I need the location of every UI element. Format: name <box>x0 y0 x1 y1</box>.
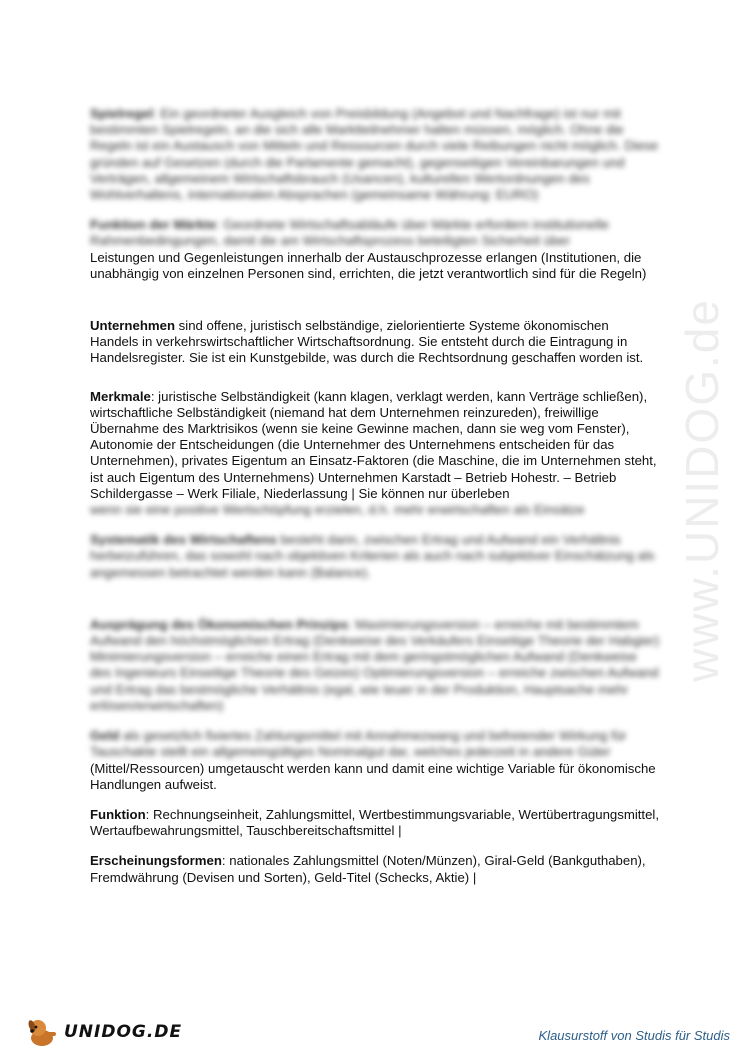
paragraph-text: : juristische Selbständigkeit (kann klagen, verklagt werden, kann Verträge schließen), wirtschaftliche Selbständigkeit (niemand hat dem Unternehmen reinzureden), freiwillige Übernahme des Marktrisikos (wenn sie keine Gewinne machen, dann sie weg vom Fenster), Autonomie der Entscheidungen (die Unternehmer des Unternehmens entscheiden für das Unternehmen), privates Eigentum an Einsatz-Faktoren (die Maschine, die im Unternehmen steht, ist auch Eigentum des Unternehmens) Unternehmen Karstadt – Betrieb Hohestr. – Betrieb Schildergasse – Werk Filiale, Niederlassung | Sie können nur überleben <box>90 388 657 501</box>
paragraph-blurred-text: : Geordnete Wirtschaftsabläufe über Märkte erfordern institutionelle Rahmenbedingungen, damit die am Wirtschaftsprozess beteiligten Sicherheit über <box>90 217 609 249</box>
paragraph-text: sind offene, juristisch selbständige, zielorientierte Systeme ökonomischen Handels in verkehrswirtschaftlicher Wirtschaftsordnung. Sie entsteht durch die Eintragung in Handelsregister. Sie ist ein Kunstgebilde, was durch die Rechtsordnung geschaffen worden ist. <box>90 318 644 366</box>
watermark <box>672 250 732 730</box>
paragraph-merkmale <box>90 389 660 519</box>
paragraph-text: : nationales Zahlungsmittel (Noten/Münzen), Giral-Geld (Bankguthaben), Fremdwährung (Devisen und Sorten), Geld-Titel (Schecks, Aktie) | <box>90 853 646 885</box>
dog-mascot-icon <box>24 1016 60 1048</box>
paragraph-heading: Merkmale <box>90 388 151 404</box>
paragraph-text: (Mittel/Ressourcen) umgetauscht werden kann und damit eine wichtige Variable für ökonomische Handlungen aufweist. <box>90 760 656 792</box>
paragraph-text: Leistungen und Gegenleistungen innerhalb der Austauschprozesse erlangen (Institutionen, die unabhängig von einzelnen Personen sind, errichten, die jetzt verantwortlich sind für die Regeln) <box>90 249 647 281</box>
paragraph-heading: Geld <box>90 728 120 744</box>
paragraph-prinzip <box>90 617 660 714</box>
logo-text: UNIDOG.DE <box>64 1022 183 1042</box>
paragraph-blurred-text: als gesetzlich fixiertes Zahlungsmittel mit Annahmezwang und befreiender Wirkung für Tauschakte stellt ein allgemeingültiges Nominalgut dar, welches jederzeit in andere Güter <box>90 728 627 760</box>
paragraph-text: : Rechnungseinheit, Zahlungsmittel, Wertbestimmungsvariable, Wertübertragungsmittel, Wertaufbewahrungsmittel, Tauschbereitschaftsmittel | <box>90 806 660 839</box>
paragraph-erscheinungsformen <box>90 853 660 885</box>
paragraph-heading: Spielregel <box>90 106 154 121</box>
paragraph-spielregel <box>90 106 660 203</box>
paragraph-systematik <box>90 532 660 581</box>
paragraph-heading: Unternehmen <box>90 318 175 334</box>
paragraph-unternehmen <box>90 318 660 367</box>
paragraph-heading: Systematik des Wirtschaftens <box>90 532 277 548</box>
paragraph-funktion-maerkte <box>90 217 660 282</box>
paragraph-funktion <box>90 807 660 839</box>
paragraph-text: : Maximierungsversion – erreiche mit bestimmtem Aufwand den höchstmöglichen Ertrag (Denkweise des Verkäufers Einseitige Theorie der Habgier) Minimierungsversion – erreiche einen Ertrag mit dem geringstmöglichen Aufwand (Denkweise des Ingenieurs Einseitige Theorie des Geizes) Optimierungsversion – erreiche zwischen Aufwand und Ertrag das bestmögliche Verhältnis (egal, wie teuer in der Produktion, Hauptsache mehr erlösen/erwirtschaften) <box>90 616 660 713</box>
paragraph-text: : Ein geordneter Ausgleich von Preisbildung (Angebot und Nachfrage) ist nur mit bestimmten Spielregeln, an die sich alle Marktteilnehmer halten müssen, möglich. Ohne die Regeln ist ein Austausch von Mitteln und Ressourcen durch viele Reibungen nicht möglich. Diese gründen auf Gesetzen (durch die Parlamente gemacht), gegenseitigen Vereinbarungen und Verträgen, allgemeinem Wirtschaftsbrauch (Usancen), kulturellen Wertordnungen des Wohlverhaltens, internationalen Absprachen (gemeinsame Währung: EURO) <box>90 106 659 203</box>
unidog-logo[interactable] <box>24 1016 183 1050</box>
paragraph-blurred-text: wenn sie eine positive Wertschöpfung erzielen, d.h. mehr erwirtschaften als Einsätze <box>90 502 585 518</box>
watermark-text: www.UNIDOG.de <box>676 298 729 682</box>
paragraph-text: besteht darin, zwischen Ertrag und Aufwand ein Verhältnis herbeizuführen, das sowohl nach objektiven Kriterien als auch nach subjektiver Einschätzung als angemessen betrachtet werden kann (Balance). <box>90 532 655 580</box>
paragraph-heading: Erscheinungsformen <box>90 853 222 869</box>
paragraph-heading: Ausprägung des Ökonomischen Prinzips <box>90 616 348 632</box>
document-body <box>90 106 660 886</box>
paragraph-geld <box>90 728 660 793</box>
footer-slogan: Klausurstoff von Studis für Studis <box>538 1028 730 1043</box>
paragraph-heading: Funktion der Märkte <box>90 217 217 233</box>
paragraph-heading: Funktion <box>90 806 146 822</box>
